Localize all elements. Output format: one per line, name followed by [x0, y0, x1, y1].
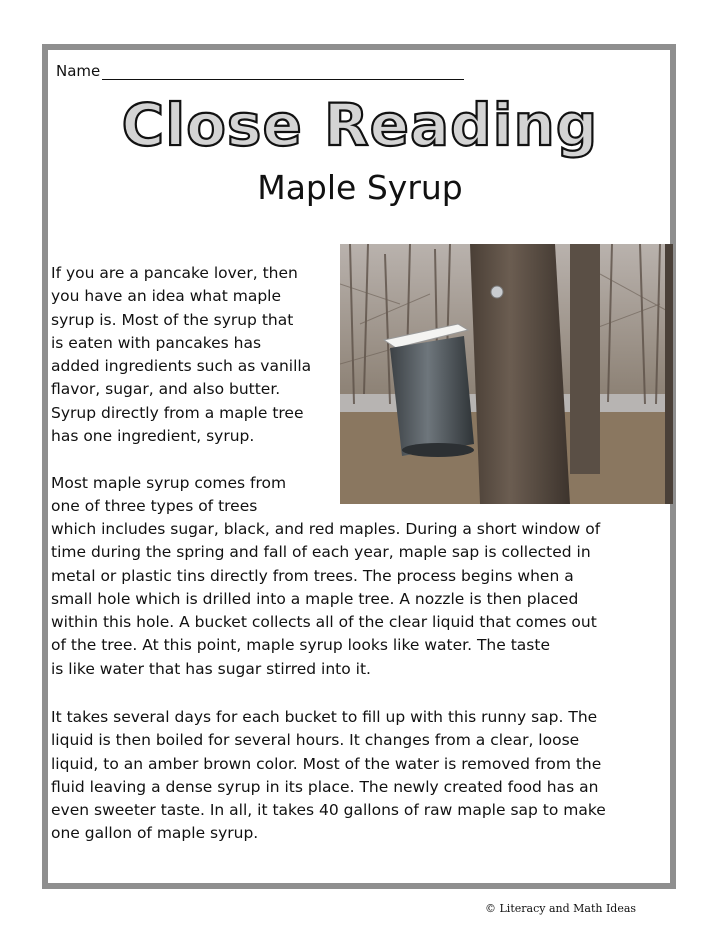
text-line: flavor, sugar, and also butter.	[51, 380, 281, 399]
text-line: small hole which is drilled into a maple tree. A nozzle is then placed	[51, 589, 579, 608]
text-line: added ingredients such as vanilla	[51, 357, 312, 376]
text-line: even sweeter taste. In all, it takes 40 gallons of raw maple sap to make	[51, 801, 606, 820]
text-line: time during the spring and fall of each year, maple sap is collected in	[51, 543, 591, 562]
text-line: is like water that has sugar stirred into it.	[51, 659, 371, 678]
text-line: you have an idea what maple	[51, 287, 282, 306]
paragraph-2-continued	[51, 518, 679, 681]
copyright-notice: © Literacy and Math Ideas	[485, 902, 637, 915]
paragraph-1	[51, 262, 341, 448]
paragraph-3	[51, 706, 679, 846]
text-line: has one ingredient, syrup.	[51, 427, 255, 446]
text-line: If you are a pancake lover, then	[51, 264, 298, 282]
text-line: of the tree. At this point, maple syrup looks like water. The taste	[51, 636, 550, 655]
text-line: is eaten with pancakes has	[51, 333, 262, 352]
paragraph-2-start	[51, 472, 341, 519]
name-line[interactable]	[102, 63, 464, 80]
text-line: It takes several days for each bucket to fill up with this runny sap. The	[51, 708, 598, 726]
maple-bucket-photo	[340, 244, 673, 504]
text-line: liquid is then boiled for several hours. It changes from a clear, loose	[51, 731, 580, 750]
page-title: Close Reading	[121, 91, 599, 159]
text-line: within this hole. A bucket collects all of the clear liquid that comes out	[51, 613, 597, 632]
text-line: one gallon of maple syrup.	[51, 824, 259, 843]
text-line: Most maple syrup comes from	[51, 474, 287, 492]
text-line: liquid, to an amber brown color. Most of the water is removed from the	[51, 754, 602, 773]
page-subtitle: Maple Syrup	[257, 168, 463, 207]
text-line: fluid leaving a dense syrup in its place. The newly created food has an	[51, 777, 599, 796]
text-line: Syrup directly from a maple tree	[51, 403, 304, 422]
text-line: one of three types of trees	[51, 497, 258, 516]
name-field[interactable]	[56, 62, 464, 80]
text-line: metal or plastic tins directly from trees. The process begins when a	[51, 566, 574, 585]
text-line: which includes sugar, black, and red maples. During a short window of	[51, 520, 601, 538]
text-line: syrup is. Most of the syrup that	[51, 310, 294, 329]
maple-tree-bucket-image	[340, 244, 673, 504]
name-label: Name	[56, 62, 101, 80]
